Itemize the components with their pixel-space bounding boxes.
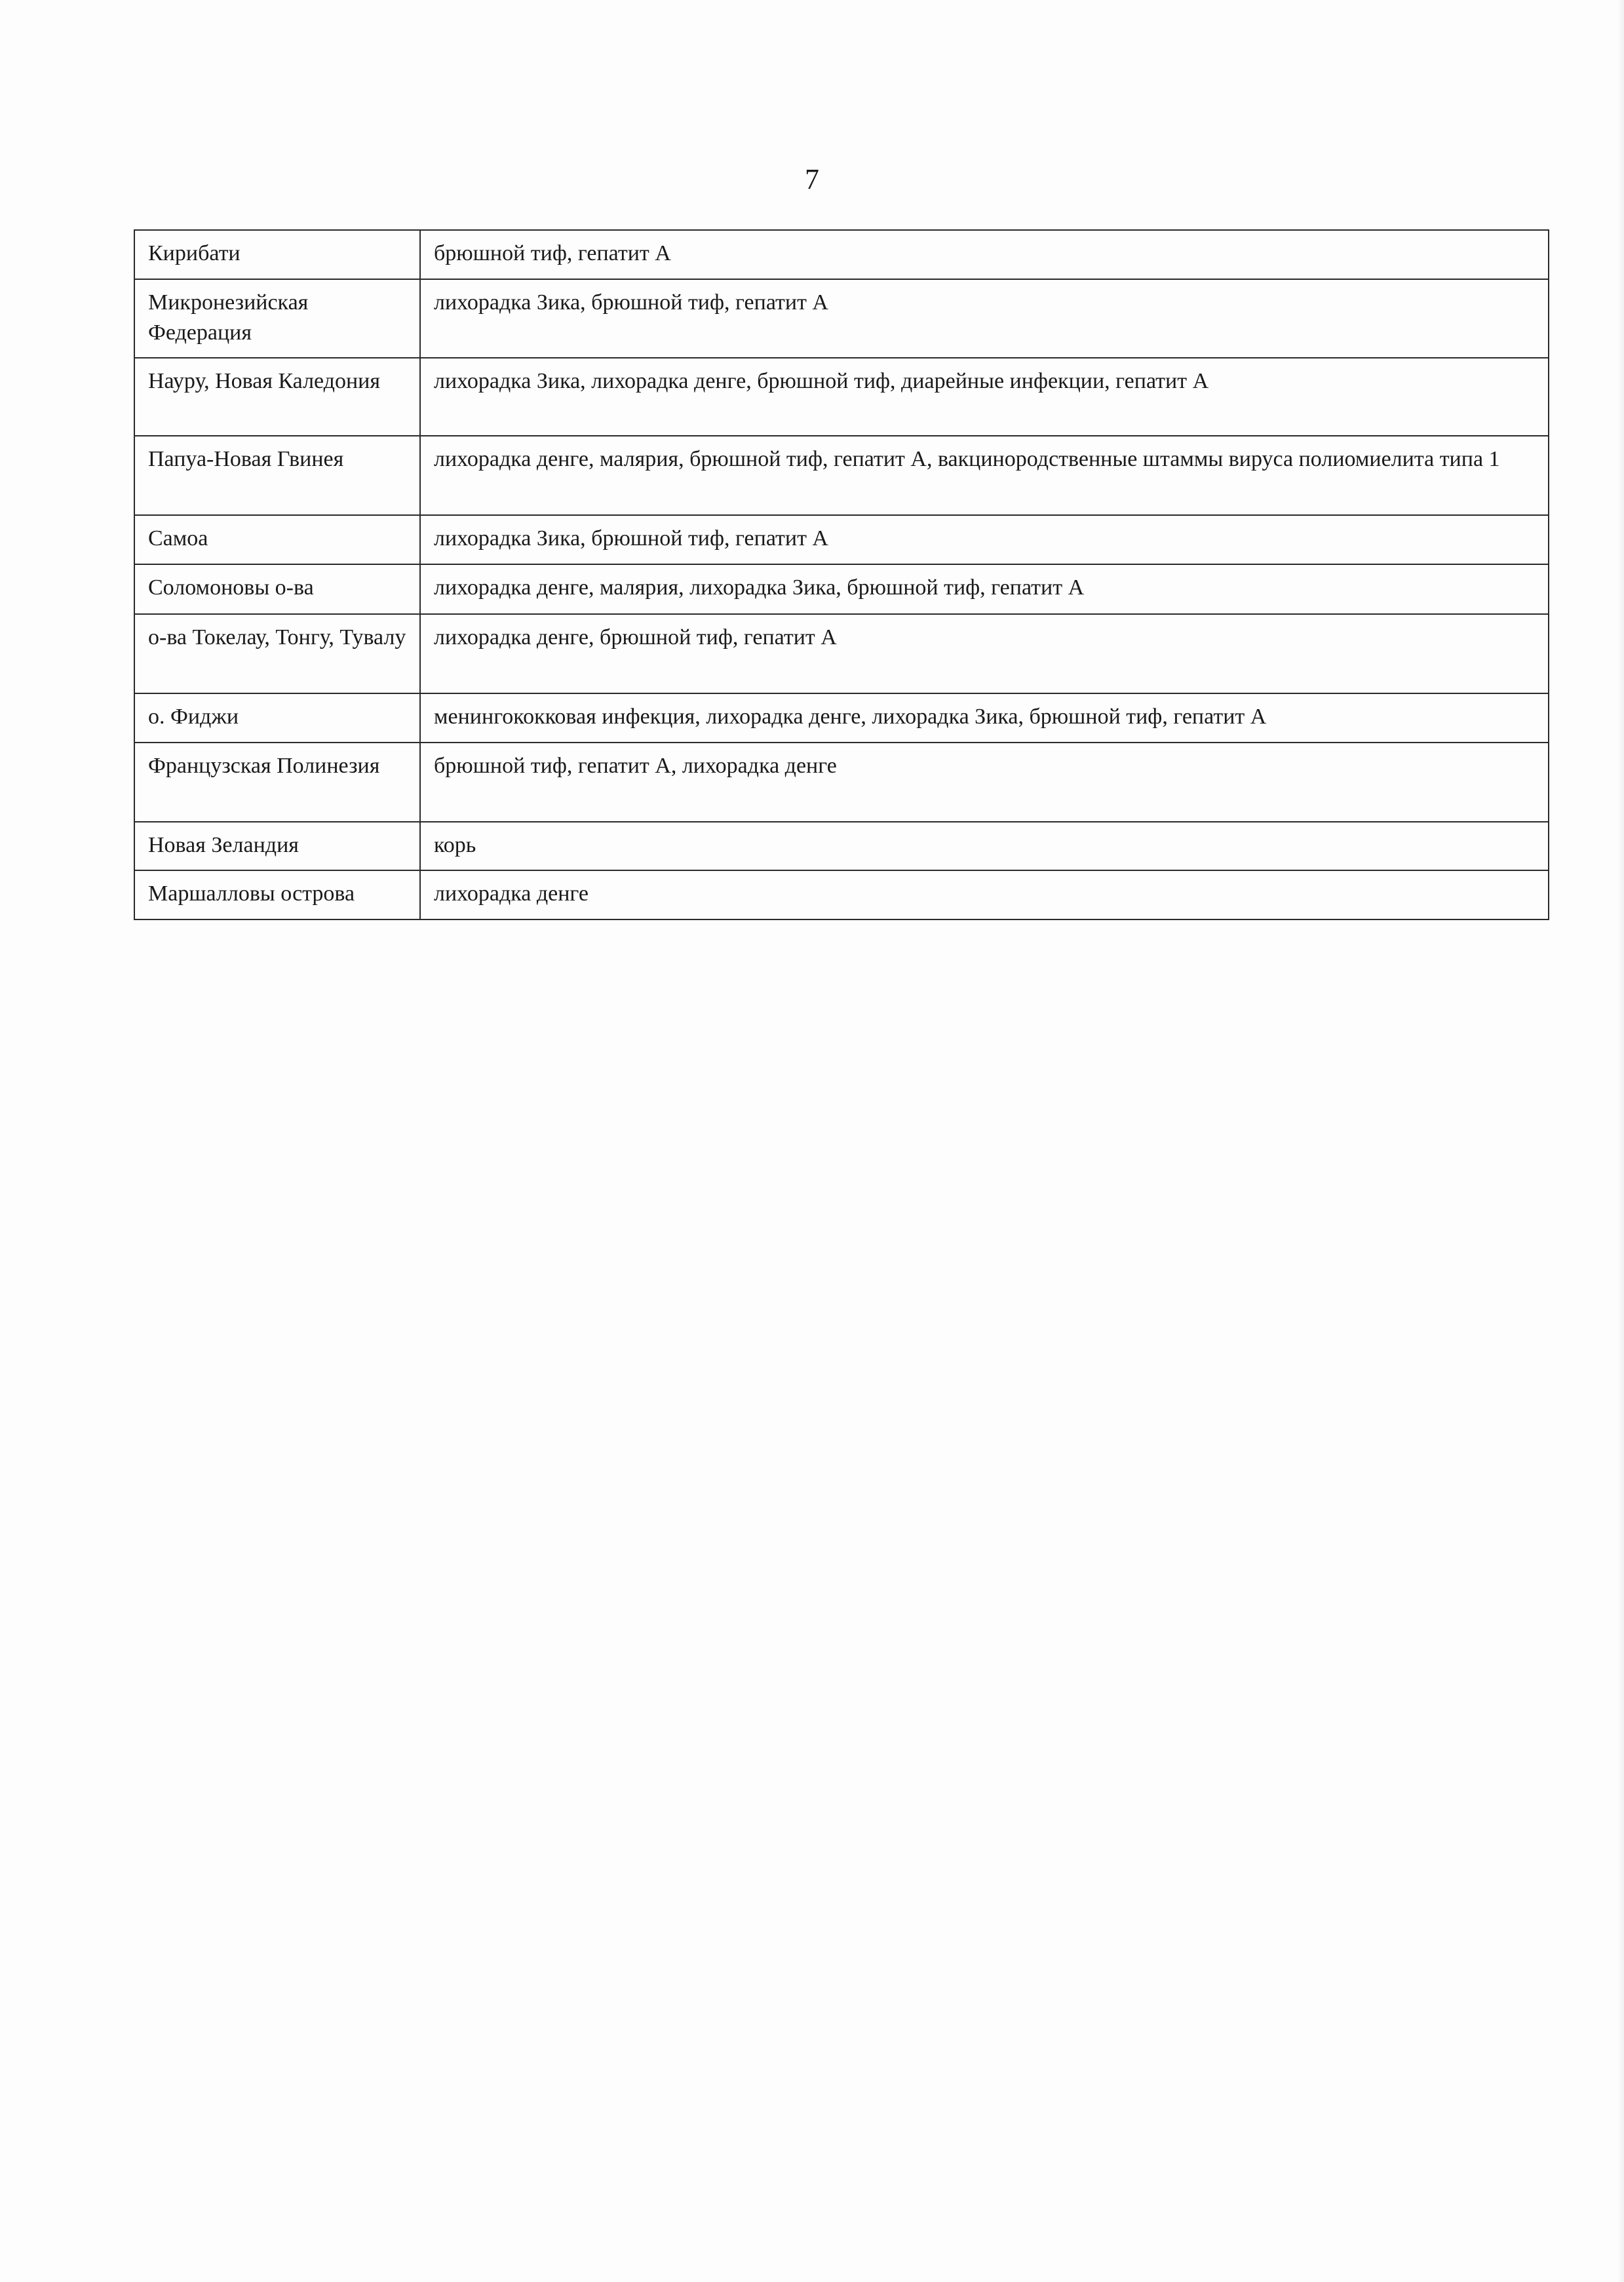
country-disease-table <box>134 229 1549 920</box>
table-row <box>134 358 1549 436</box>
disease-cell: лихорадка денге <box>420 870 1549 919</box>
table-row <box>134 515 1549 564</box>
disease-cell: брюшной тиф, гепатит А <box>420 230 1549 279</box>
country-cell: о-ва Токелау, Тонгу, Тувалу <box>134 614 420 693</box>
disease-cell: лихорадка денге, малярия, брюшной тиф, гепатит А, вакцинородственные штаммы вируса полиомиелита типа 1 <box>420 436 1549 515</box>
table-row <box>134 230 1549 279</box>
table-row <box>134 436 1549 515</box>
table-row <box>134 693 1549 743</box>
disease-cell: лихорадка денге, брюшной тиф, гепатит А <box>420 614 1549 693</box>
table-row <box>134 614 1549 693</box>
country-cell: Французская Полинезия <box>134 743 420 822</box>
country-cell: Самоа <box>134 515 420 564</box>
disease-cell: лихорадка Зика, брюшной тиф, гепатит А <box>420 515 1549 564</box>
country-cell: Новая Зеландия <box>134 822 420 870</box>
table-row <box>134 870 1549 919</box>
page-number: 7 <box>805 163 819 195</box>
table-row <box>134 822 1549 870</box>
disease-cell: лихорадка Зика, лихорадка денге, брюшной тиф, диарейные инфекции, гепатит А <box>420 358 1549 436</box>
disease-cell: менингококковая инфекция, лихорадка денге, лихорадка Зика, брюшной тиф, гепатит А <box>420 693 1549 743</box>
table-row <box>134 743 1549 822</box>
disease-cell: корь <box>420 822 1549 870</box>
country-cell: Маршалловы острова <box>134 870 420 919</box>
country-cell: Соломоновы о-ва <box>134 564 420 614</box>
country-cell: Папуа-Новая Гвинея <box>134 436 420 515</box>
country-cell: Микронезийская Федерация <box>134 279 420 358</box>
table-row <box>134 564 1549 614</box>
country-cell: Науру, Новая Каледония <box>134 358 420 436</box>
country-cell: о. Фиджи <box>134 693 420 743</box>
disease-cell: брюшной тиф, гепатит А, лихорадка денге <box>420 743 1549 822</box>
disease-cell: лихорадка Зика, брюшной тиф, гепатит А <box>420 279 1549 358</box>
disease-cell: лихорадка денге, малярия, лихорадка Зика, брюшной тиф, гепатит А <box>420 564 1549 614</box>
scan-edge-shadow <box>1617 0 1624 2282</box>
country-cell: Кирибати <box>134 230 420 279</box>
table-row <box>134 279 1549 358</box>
